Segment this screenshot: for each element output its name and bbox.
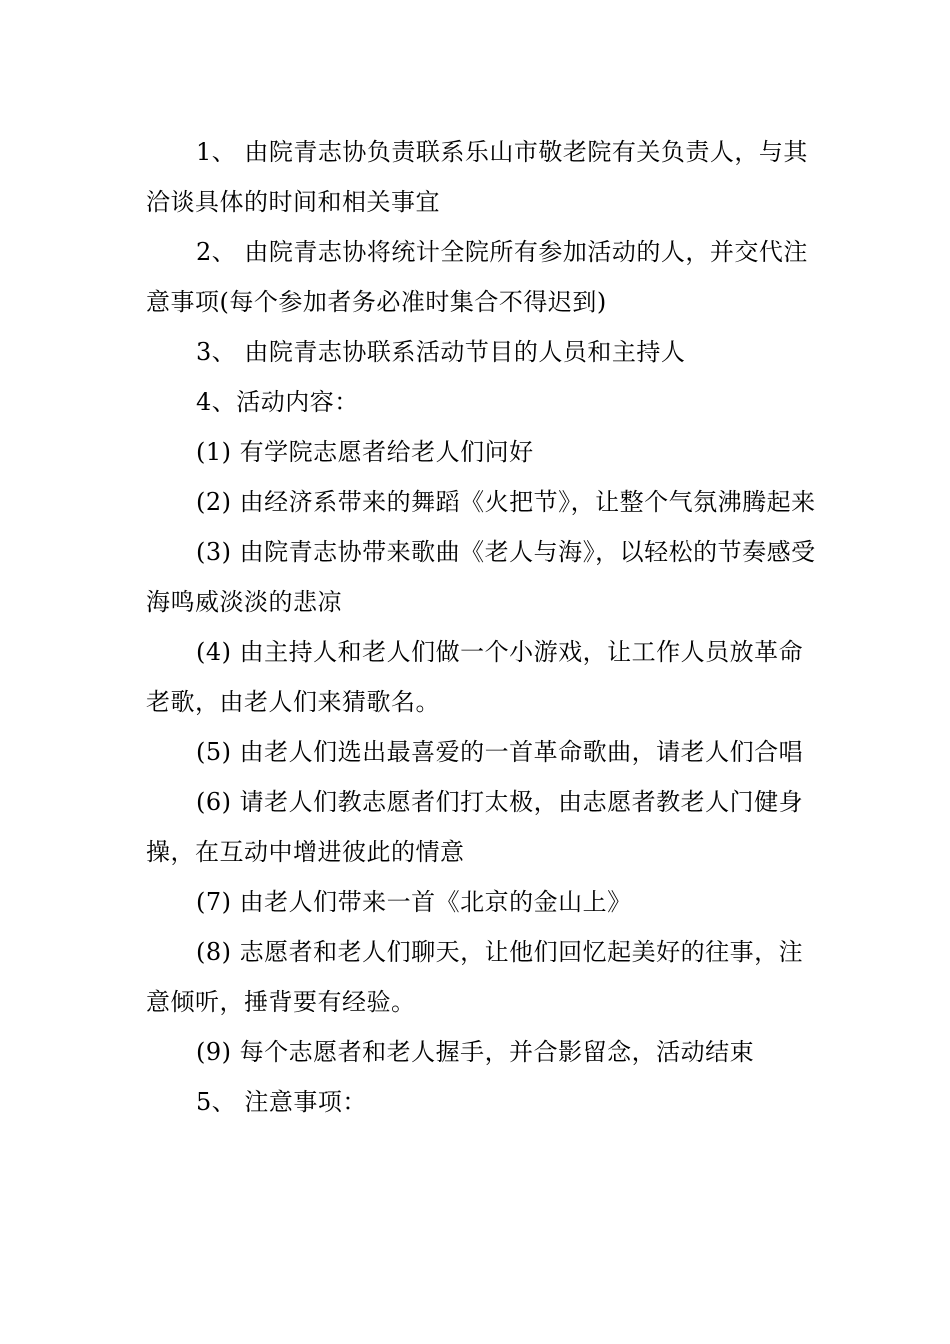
activity-item-6: (6) 请老人们教志愿者们打太极，由志愿者教老人门健身操，在互动中增进彼此的情意	[146, 788, 804, 866]
step-3-paragraph: 3、 由院青志协联系活动节目的人员和主持人	[196, 338, 686, 366]
notes-heading: 5、 注意事项：	[196, 1088, 367, 1116]
activity-item-9: (9) 每个志愿者和老人握手，并合影留念，活动结束	[196, 1038, 755, 1066]
activity-item-5: (5) 由老人们选出最喜爱的一首革命歌曲，请老人们合唱	[196, 738, 804, 766]
activity-item-1: (1) 有学院志愿者给老人们问好	[196, 438, 534, 466]
activity-content-heading: 4、活动内容：	[196, 388, 359, 416]
step-2-paragraph: 2、 由院青志协将统计全院所有参加活动的人，并交代注意事项(每个参加者务必准时集合不得迟到)	[146, 238, 808, 316]
activity-item-2: (2) 由经济系带来的舞蹈《火把节》，让整个气氛沸腾起来	[196, 488, 816, 516]
activity-item-4: (4) 由主持人和老人们做一个小游戏，让工作人员放革命老歌，由老人们来猜歌名。	[146, 638, 804, 716]
step-1-paragraph: 1、 由院青志协负责联系乐山市敬老院有关负责人，与其洽谈具体的时间和相关事宜	[146, 138, 808, 216]
activity-item-3: (3) 由院青志协带来歌曲《老人与海》，以轻松的节奏感受海鸣威淡淡的悲凉	[146, 538, 816, 616]
activity-item-8: (8) 志愿者和老人们聊天，让他们回忆起美好的往事，注意倾听，捶背要有经验。	[146, 938, 804, 1016]
activity-item-7: (7) 由老人们带来一首《北京的金山上》	[196, 888, 632, 916]
document-body	[146, 127, 826, 1127]
